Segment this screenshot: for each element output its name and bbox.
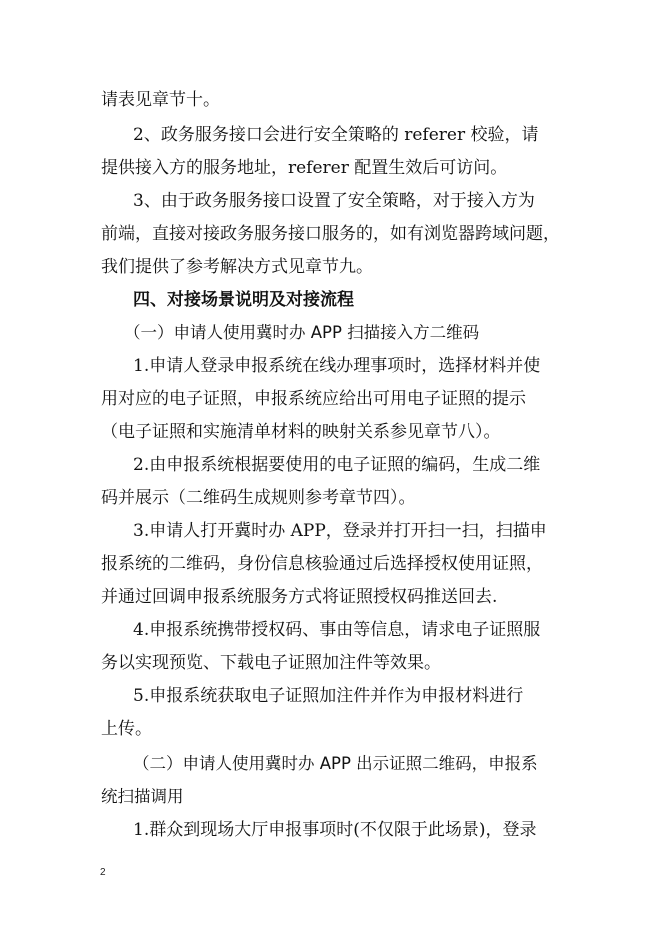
text-line: 提供接入方的服务地址，referer 配置生效后可访问。 (101, 158, 508, 178)
text-line: 1.申请人登录申报系统在线办理事项时，选择材料并使 (133, 356, 541, 376)
text-line: 5.申报系统获取电子证照加注件并作为申报材料进行 (133, 686, 524, 706)
text-line: 我们提供了参考解决方式见章节九。 (101, 257, 373, 277)
section-heading: 四、对接场景说明及对接流程 (133, 290, 354, 310)
text-line: 请表见章节十。 (101, 90, 220, 110)
subsection-heading: 统扫描调用 (101, 787, 184, 806)
text-line: 用对应的电子证照，申报系统应给出可用电子证照的提示 (101, 389, 526, 409)
text-line: 务以实现预览、下载电子证照加注件等效果。 (101, 653, 441, 673)
text-line: 报系统的二维码，身份信息核验通过后选择授权使用证照， (101, 554, 543, 574)
text-line: 码并展示（二维码生成规则参考章节四）。 (101, 488, 416, 508)
text-line: 上传。 (101, 719, 152, 739)
text-line: 并通过回调申报系统服务方式将证照授权码推送回去. (101, 587, 498, 607)
page-number: 2 (100, 867, 106, 878)
subsection-heading: （一）申请人使用冀时办 APP 扫描接入方二维码 (124, 323, 480, 342)
text-line: 4.申报系统携带授权码、事由等信息，请求电子证照服 (133, 620, 541, 640)
text-line: 2.由申报系统根据要使用的电子证照的编码，生成二维 (133, 455, 541, 475)
text-line: 3.申请人打开冀时办 APP，登录并打开扫一扫，扫描申 (133, 521, 547, 541)
text-line: 3、由于政务服务接口设置了安全策略，对于接入方为 (133, 191, 535, 211)
text-line: 前端，直接对接政务服务接口服务的，如有浏览器跨域问题， (101, 224, 560, 244)
text-line: 1.群众到现场大厅申报事项时(不仅限于此场景)，登录 (133, 820, 537, 840)
subsection-heading: （二）申请人使用冀时办 APP 出示证照二维码，申报系 (133, 754, 538, 773)
text-line: 2、政务服务接口会进行安全策略的 referer 校验，请 (133, 125, 539, 145)
text-line: （电子证照和实施清单材料的映射关系参见章节八）。 (101, 422, 501, 442)
